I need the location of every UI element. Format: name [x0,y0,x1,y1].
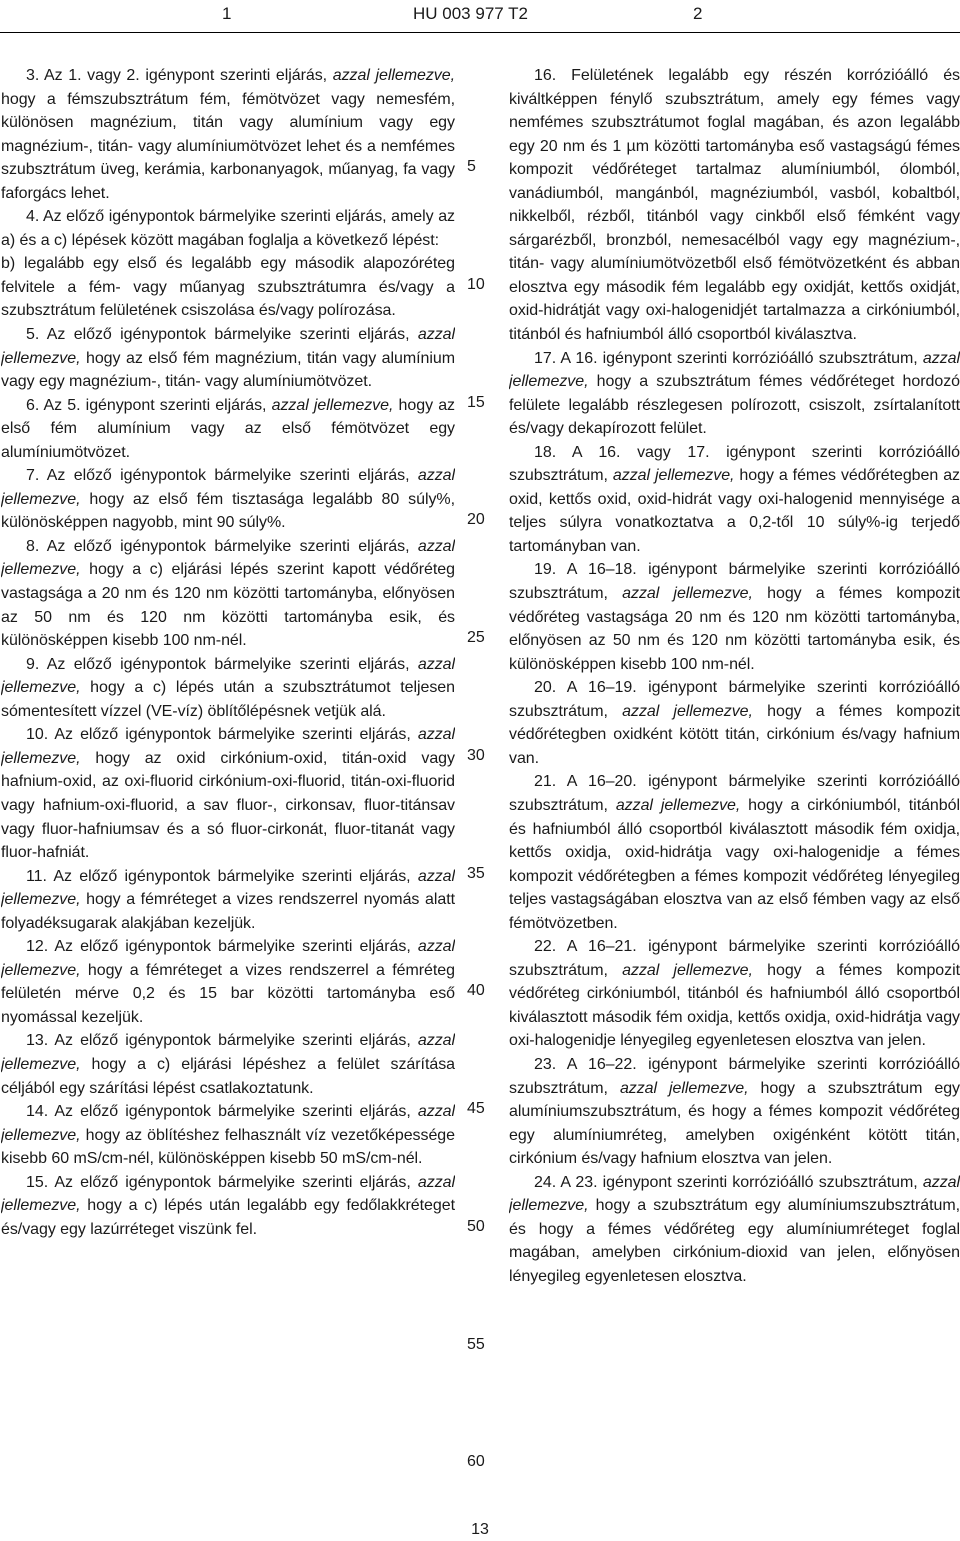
claim-paragraph [509,770,960,935]
claim-text: hogy a fémszubsztrátum fém, fémötvözet vagy nemesfém, különösen magnézium, titán vagy alumínium vagy egy magnézium-, titán- vagy alumíniumötvözet lehet és a nemfémes szubsztrátum üveg, kerámia, karbonanyagok, műanyag, fa vagy faforgács lehet. [1,90,455,202]
claim-text: hogy az oxid cirkónium-oxid, titán-oxid vagy hafnium-oxid, az oxi-fluorid cirkónium-oxi-fluorid, titán-oxi-fluorid vagy hafnium-oxi-fluorid, a sav fluor-, cirkonsav, fluor-titánsav vagy fluor-hafniumsav és a só fluor-cirkonát, fluor-titanát vagy fluor-hafniát. [1,749,455,862]
claim-text: 22. A 16–21. igénypont bármelyike szerinti korrózióálló szubsztrátum, [509,938,960,979]
line-number: 50 [467,1217,485,1235]
claim-paragraph [1,1100,455,1171]
page-header [0,4,960,28]
claim-characterizing-phrase: azzal jellemezve, [1,938,455,979]
claim-text: 9. Az előző igénypontok bármelyike szerinti eljárás, [26,655,418,673]
claim-paragraph [1,935,455,1029]
claim-paragraph [509,935,960,1053]
claim-characterizing-phrase: azzal jellemezve, [1,726,455,767]
claim-text: hogy a c) lépés után a szubsztrátumot teljesen sómentesített vízzel (VE-víz) öblítőlépésnek vetjük alá. [1,679,455,720]
claim-text: 16. Felületének legalább egy részén korrózióálló és kiváltképpen fénylő szubsztrátum, amely egy fémes vagy nemfémes szubsztrátumot foglal magában, és azon legalább egy 20 nm és 1 µm közötti tartományba eső vastagságú fémes kompozit védőréteget tartalmaz alumíniumból, ólomból, vanádiumból, mangánból, magnéziumból, vasból, kobaltból, nikkelből, rézből, titánból vagy cinkből első fémként vagy sárgarézből, bronzból, nemesacélból vagy egy magnézium-, titán- vagy alumíniumötvözetből első fémötvözetként és abban elosztva egy második fém legalább egy oxidját, kettős oxidját, oxid-hidrátját vagy oxi-halogenidjét tartalmazza a cirkóniumból, titánból és hafniumból álló csoportból kiválasztva. [509,67,960,344]
claim-text: hogy a fémes védőrétegben az oxid, kettős oxid, oxid-hidrát vagy oxi-halogenid mennyisége a teljes súlyra vonatkoztatva a 0,2-től 10 súly%-ig terjedő tartományban van. [509,467,960,555]
line-number: 60 [467,1453,485,1471]
claim-characterizing-phrase: azzal jellemezve, [615,796,741,814]
line-number: 40 [467,982,485,1000]
claim-text: 12. Az előző igénypontok bármelyike szerinti eljárás, [26,938,418,956]
footer-page-number: 13 [471,1521,489,1538]
claim-text: 24. A 23. igénypont szerinti korrózióálló szubsztrátum, [534,1173,923,1191]
claim-text: hogy az első fém alumínium vagy az első fémötvözet egy alumíniumötvözet. [1,396,455,461]
left-column [1,64,455,1484]
claim-paragraph [1,865,455,936]
claim-paragraph [509,64,960,347]
claim-paragraph [509,676,960,770]
claim-characterizing-phrase: azzal jellemezve, [1,326,455,367]
line-number: 20 [467,511,485,529]
claim-text: hogy a fémréteget a vizes rendszerrel nyomás alatt folyadéksugarak alakjában kezeljük. [1,891,455,932]
claim-text: 20. A 16–19. igénypont bármelyike szerinti korrózióálló szubsztrátum, [509,679,960,720]
claim-text: hogy a szubsztrátum egy alumíniumszubsztrátum, és hogy a fémes védőréteg egy alumíniumréteget foglal magában, amelyben cirkónium-dioxid van jelen, előnyösen lényegileg egyenletesen elosztva. [509,1197,960,1285]
page-footer [0,1520,960,1540]
claim-text: 18. A 16. vagy 17. igénypont szerinti korrózióálló szubsztrátum, [509,443,960,485]
claim-text: hogy a fémes kompozit védőréteg cirkóniumból, titánból és hafniumból álló csoportból kiválasztott második fém oxidja, kettős oxidja, oxid-hidrátja vagy oxi-halogenidje lényegileg egyenletesen elosztva van jelen. [509,961,960,1050]
page-number-right: 2 [693,4,703,23]
claim-text: hogy az első fém tisztasága legalább 80 súly%, különösképpen nagyobb, mint 90 súly%. [1,490,455,532]
claim-text: 17. A 16. igénypont szerinti korrózióálló szubsztrátum, [534,349,923,367]
claim-paragraph [1,653,455,724]
line-number: 35 [467,864,485,882]
claim-text: 13. Az előző igénypontok bármelyike szerinti eljárás, [26,1032,418,1050]
claim-paragraph [1,1029,455,1100]
claim-characterizing-phrase: azzal jellemezve, [509,349,960,391]
claim-text: hogy az öblítéshez felhasznált víz vezetőképessége kisebb 60 mS/cm-nél, különösképpen kisebb 50 mS/cm-nél. [1,1126,455,1168]
line-number: 55 [467,1335,485,1353]
claim-text: 23. A 16–22. igénypont bármelyike szerinti korrózióálló szubsztrátum, [509,1055,960,1097]
claim-text: 4. Az előző igénypontok bármelyike szerinti eljárás, amely az a) és a c) lépések között magában foglalja a következő lépést: [1,208,455,249]
claim-paragraph [509,441,960,559]
claim-text: 10. Az előző igénypontok bármelyike szerinti eljárás, [26,726,418,744]
claim-characterizing-phrase: azzal jellemezve, [1,1032,455,1073]
claim-paragraph [509,1053,960,1171]
claim-paragraph [1,1171,455,1242]
claim-text: 14. Az előző igénypontok bármelyike szerinti eljárás, [26,1103,418,1121]
claim-text: hogy a cirkóniumból, titánból és hafniumból álló csoportból kiválasztott második fém oxidja, kettős oxidja, oxid-hidrátja vagy oxi-halogenidje a fémes kompozit védőrétegben a fémes kompozit védőréteg lényegileg teljes vastagságában elosztva van az első fémben vagy az első fémötvözetben. [509,796,960,932]
claim-text: hogy a fémes kompozit védőrétegben oxidként kötött titán, cirkónium és/vagy hafnium van. [509,702,960,767]
line-number: 45 [467,1100,485,1118]
line-number-gutter [467,64,497,1484]
claim-paragraph [509,558,960,676]
claim-characterizing-phrase: azzal jellemezve, [1,1103,455,1144]
claim-text: hogy a szubsztrátum egy alumíniumszubsztrátum, és hogy a fémes kompozit védőréteg egy alumíniumréteg, amelyben oxigénként kötött titán, cirkónium és/vagy hafnium elosztva van jelen. [509,1079,960,1168]
claim-text: hogy az első fém magnézium, titán vagy alumínium vagy egy magnézium-, titán- vagy alumíniumötvözet. [1,349,455,391]
claim-text: 7. Az előző igénypontok bármelyike szerinti eljárás, [26,467,418,485]
page-number-left: 1 [222,4,232,23]
claim-characterizing-phrase: azzal jellemezve, [1,1173,455,1215]
claim-text: 6. Az 5. igénypont szerinti eljárás, [26,396,272,414]
claim-text: b) legalább egy első és legalább egy második alapozóréteg felvitele a fém- vagy műanyag szubsztrátumra és/vagy a szubsztrátum felületének csiszolása és/vagy polírozása. [1,255,455,320]
claim-text: hogy a c) lépés után legalább egy fedőlakkréteget és/vagy egy lazúrréteget viszünk fel. [1,1197,455,1238]
line-number: 10 [467,275,485,293]
claim-characterizing-phrase: azzal jellemezve, [619,1079,749,1097]
claim-text: hogy a fémréteget a vizes rendszerrel a fémréteg felületén mérve 0,2 és 15 bar közötti tartományba eső nyomással kezeljük. [1,961,455,1026]
right-column [509,64,960,1484]
claim-characterizing-phrase: azzal jellemezve, [1,655,455,697]
header-rule [0,32,960,33]
claim-text: 15. Az előző igénypontok bármelyike szerinti eljárás, [26,1173,418,1191]
claim-characterizing-phrase: azzal jellemezve, [622,961,753,979]
claim-text: 8. Az előző igénypontok bármelyike szerinti eljárás, [26,537,418,555]
claim-paragraph [1,64,455,205]
claim-paragraph [509,1171,960,1289]
claim-paragraph [509,347,960,441]
claim-text: 3. Az 1. vagy 2. igénypont szerinti eljárás, [26,67,333,84]
claim-paragraph [1,252,455,323]
claim-paragraph [1,464,455,535]
patent-number: HU 003 977 T2 [413,4,528,23]
claim-text: hogy a c) eljárási lépéshez a felület szárítása céljából egy szárítási lépést csatlakoztatunk. [1,1055,455,1097]
claim-text: 5. Az előző igénypontok bármelyike szerinti eljárás, [26,326,418,344]
claim-text: 21. A 16–20. igénypont bármelyike szerinti korrózióálló szubsztrátum, [509,773,960,814]
claim-characterizing-phrase: azzal jellemezve, [1,867,455,909]
claim-characterizing-phrase: azzal jellemezve, [1,467,455,508]
claim-paragraph [1,394,455,465]
line-number: 30 [467,746,485,764]
claim-text: 19. A 16–18. igénypont bármelyike szerinti korrózióálló szubsztrátum, [509,561,960,603]
claim-paragraph [1,323,455,394]
line-number: 15 [467,393,485,411]
claim-text: hogy a c) eljárási lépés szerint kapott védőréteg vastagsága a 20 nm és 120 nm közötti tartományba, előnyösen az 50 nm és 120 nm közötti tartományba esik, és különösképpen kisebb 100 nm-nél. [1,561,455,650]
claim-characterizing-phrase: azzal jellemezve, [271,396,394,414]
claim-characterizing-phrase: azzal jellemezve, [1,537,455,579]
line-number: 5 [467,158,476,176]
line-number: 25 [467,629,485,647]
claim-characterizing-phrase: azzal jellemezve, [509,1173,960,1215]
claim-paragraph [1,205,455,252]
claim-characterizing-phrase: azzal jellemezve, [622,702,753,720]
claim-characterizing-phrase: azzal jellemezve, [612,467,735,485]
claim-text: hogy a szubsztrátum fémes védőréteget hordozó felülete legalább részlegesen polírozott, csiszolt, zsírtalanított és/vagy dekapírozott felület. [509,373,960,438]
claim-paragraph [1,535,455,653]
claim-paragraph [1,723,455,864]
claim-text: hogy a fémes kompozit védőréteg vastagsága 20 nm és 120 nm közötti tartományba, előnyösen az 50 nm és 120 nm közötti tartományba esik, és különösképpen kisebb 100 nm-nél. [509,585,960,673]
claim-text: 11. Az előző igénypontok bármelyike szerinti eljárás, [26,867,418,885]
claim-characterizing-phrase: azzal jellemezve, [332,67,455,84]
claim-characterizing-phrase: azzal jellemezve, [622,585,753,603]
